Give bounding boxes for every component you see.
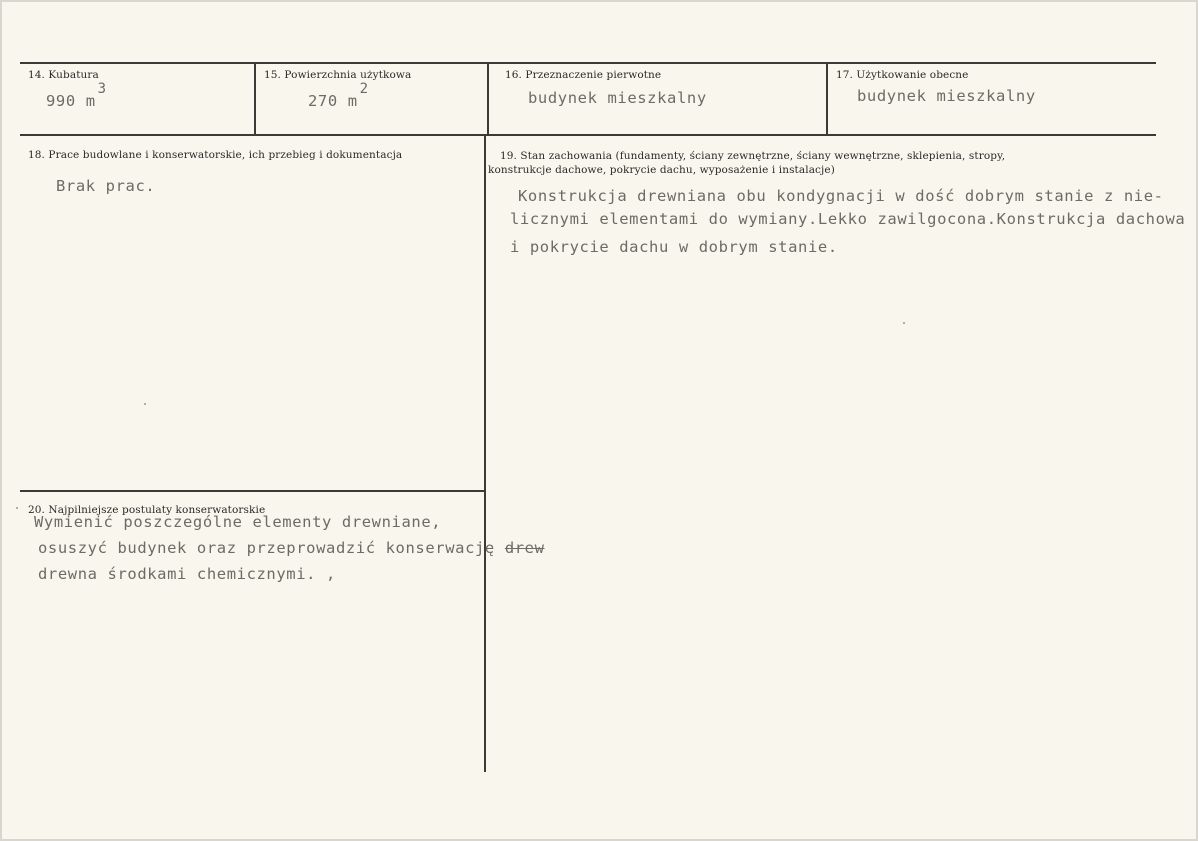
- przeznaczenie-label: 16. Przeznaczenie pierwotne: [505, 69, 662, 81]
- paper-speck: [16, 507, 18, 509]
- top-rule: [20, 62, 1156, 64]
- powierzchnia-number: 270 m: [308, 92, 358, 110]
- powierzchnia-exponent: 2: [359, 81, 369, 97]
- uzytkowanie-label: 17. Użytkowanie obecne: [836, 69, 969, 81]
- postulaty-line-3: drewna środkami chemicznymi. ,: [38, 565, 336, 583]
- header-bottom-rule: [20, 134, 1156, 136]
- stan-line-1: Konstrukcja drewniana obu kondygnacji w dość dobrym stanie z nie-: [518, 187, 1164, 205]
- paper-speck: [903, 322, 905, 324]
- postulaty-line-1: Wymienić poszczególne elementy drewniane,: [34, 513, 442, 531]
- kubatura-number: 990 m: [46, 92, 96, 110]
- uzytkowanie-value: budynek mieszkalny: [857, 87, 1036, 105]
- przeznaczenie-value: budynek mieszkalny: [528, 89, 707, 107]
- prace-label: 18. Prace budowlane i konserwatorskie, ich przebieg i dokumentacja: [28, 149, 403, 161]
- postulaty-line-2: [38, 539, 545, 557]
- kubatura-value: [46, 81, 107, 110]
- kubatura-exponent: 3: [97, 81, 107, 97]
- section-20-top-rule: [20, 490, 485, 492]
- stan-label-line2: konstrukcje dachowe, pokrycie dachu, wyposażenie i instalacje): [488, 164, 835, 176]
- postulaty-struck-word: drew: [504, 539, 545, 557]
- divider-15-16: [487, 62, 489, 135]
- kubatura-label: 14. Kubatura: [28, 69, 99, 81]
- paper-speck: [144, 403, 146, 405]
- divider-16-17: [826, 62, 828, 135]
- stan-line-2: licznymi elementami do wymiany.Lekko zawilgocona.Konstrukcja dachowa: [510, 210, 1186, 228]
- powierzchnia-label: 15. Powierzchnia użytkowa: [264, 69, 412, 81]
- prace-value: Brak prac.: [56, 177, 156, 195]
- powierzchnia-value: [308, 81, 369, 110]
- divider-14-15: [254, 62, 256, 135]
- stan-line-3: i pokrycie dachu w dobrym stanie.: [510, 238, 838, 256]
- postulaty-label: 20. Najpilniejsze postulaty konserwatorskie: [28, 504, 266, 516]
- postulaty-line-2-text: osuszyć budynek oraz przeprowadzić konserwację: [38, 539, 495, 557]
- divider-18-19: [484, 134, 486, 772]
- stan-label-line1: 19. Stan zachowania (fundamenty, ściany zewnętrzne, ściany wewnętrzne, sklepienia, stropy,: [500, 150, 1006, 162]
